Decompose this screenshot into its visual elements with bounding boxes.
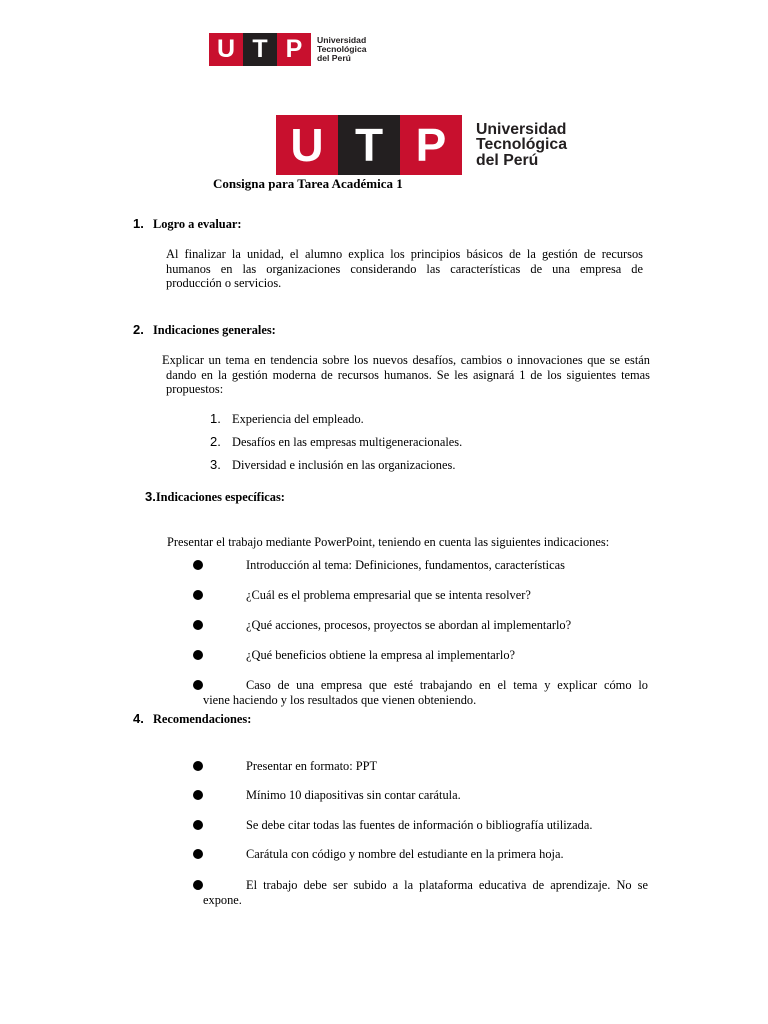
- bullet-text: [193, 878, 648, 907]
- logo-line: Universidad: [476, 120, 567, 138]
- logo-letter: T: [354, 119, 384, 171]
- bullet-line: expone.: [203, 892, 242, 907]
- section-4-heading: [133, 711, 251, 727]
- section-3-heading: [145, 489, 285, 505]
- bullet-icon: [193, 820, 203, 830]
- bullet-line: El trabajo debe ser subido a la plataforma educativa de aprendizaje. No se: [246, 878, 648, 892]
- bullet-text: Introducción al tema: Definiciones, fundamentos, características: [246, 558, 565, 572]
- logo-block-t: [243, 33, 277, 66]
- section-title: Indicaciones generales:: [152, 323, 276, 337]
- bullet-text: ¿Qué beneficios obtiene la empresa al implementarlo?: [246, 648, 516, 662]
- section-1-heading: [133, 216, 242, 232]
- section-number: 1.: [133, 216, 144, 231]
- section-2-heading: [133, 322, 276, 338]
- bullet-icon: [193, 590, 203, 600]
- bullet-text: [193, 678, 648, 707]
- logo-wordmark: [476, 122, 567, 169]
- section-title: Recomendaciones:: [152, 712, 252, 726]
- logo-letter: T: [252, 35, 268, 63]
- topic-text: Diversidad e inclusión en las organizaciones.: [232, 458, 456, 472]
- topic-item: [210, 411, 462, 427]
- bullet-icon: [193, 761, 203, 771]
- section-number: 4.: [133, 711, 144, 726]
- logo-line: Tecnológica: [317, 43, 367, 54]
- bullet-icon: [193, 560, 203, 570]
- logo-block-t: [338, 115, 400, 175]
- bullet-text: ¿Cuál es el problema empresarial que se intenta resolver?: [246, 588, 531, 602]
- logo-letter: P: [285, 35, 303, 63]
- topic-item: [210, 434, 462, 450]
- bullet-text: Carátula con código y nombre del estudiante en la primera hoja.: [246, 847, 564, 861]
- paragraph-line: propuestos:: [166, 382, 224, 396]
- logo-block-p: [277, 33, 311, 66]
- logo-letter: U: [216, 35, 236, 63]
- bullet-text: Se debe citar todas las fuentes de información o bibliografía utilizada.: [246, 818, 593, 832]
- bullet-text: Mínimo 10 diapositivas sin contar carátula.: [246, 788, 461, 802]
- section-number: 3.: [145, 489, 156, 504]
- topics-list: [210, 411, 462, 473]
- bullet-icon: [193, 620, 203, 630]
- paragraph-line: dando en la gestión moderna de recursos humanos. Se les asignará 1 de los siguientes temas: [166, 367, 650, 382]
- logo-letter: P: [415, 119, 447, 171]
- logo-letter: U: [290, 119, 324, 171]
- topic-text: Experiencia del empleado.: [232, 412, 364, 426]
- bullet-line: viene haciendo y los resultados que vienen obteniendo.: [203, 692, 477, 707]
- section-1-paragraph: [166, 247, 643, 291]
- bullet-text: ¿Qué acciones, procesos, proyectos se abordan al implementarlo?: [246, 618, 572, 632]
- paragraph-line: Al finalizar la unidad, el alumno explica los principios básicos de la gestión de recursos: [166, 247, 643, 261]
- logo-line: del Perú: [317, 53, 351, 64]
- bullet-icon: [193, 650, 203, 660]
- topic-item: [210, 457, 462, 473]
- utp-logo-small: [209, 33, 367, 66]
- bullet-line: Caso de una empresa que esté trabajando en el tema y explicar cómo lo: [246, 678, 648, 692]
- section-3-intro: Presentar el trabajo mediante PowerPoint, teniendo en cuenta las siguientes indicaciones:: [167, 535, 610, 549]
- section-number: 2.: [133, 322, 144, 337]
- logo-line: Tecnológica: [476, 136, 567, 154]
- paragraph-line: humanos en las organizaciones considerando las características de una empresa de: [166, 261, 643, 276]
- bullet-icon: [193, 790, 203, 800]
- paragraph-line: Explicar un tema en tendencia sobre los nuevos desafíos, cambios o innovaciones que se están: [162, 353, 650, 367]
- logo-line: del Perú: [476, 151, 539, 169]
- topic-number: 1.: [210, 411, 221, 426]
- logo-block-p: [400, 115, 462, 175]
- logo-wordmark: [317, 36, 367, 64]
- paragraph-line: producción o servicios.: [166, 276, 282, 290]
- section-title: Logro a evaluar:: [152, 217, 242, 231]
- section-title: Indicaciones específicas:: [155, 490, 285, 504]
- logo-line: Universidad: [317, 34, 367, 45]
- bullet-icon: [193, 849, 203, 859]
- bullet-text: Presentar en formato: PPT: [246, 759, 378, 773]
- topic-text: Desafíos en las empresas multigeneracionales.: [232, 435, 463, 449]
- section-2-paragraph: [162, 353, 650, 397]
- topic-number: 3.: [210, 457, 221, 472]
- logo-block-u: [209, 33, 243, 66]
- utp-logo-large: [276, 115, 567, 175]
- topic-number: 2.: [210, 434, 221, 449]
- document-title: Consigna para Tarea Académica 1: [213, 176, 403, 191]
- logo-block-u: [276, 115, 338, 175]
